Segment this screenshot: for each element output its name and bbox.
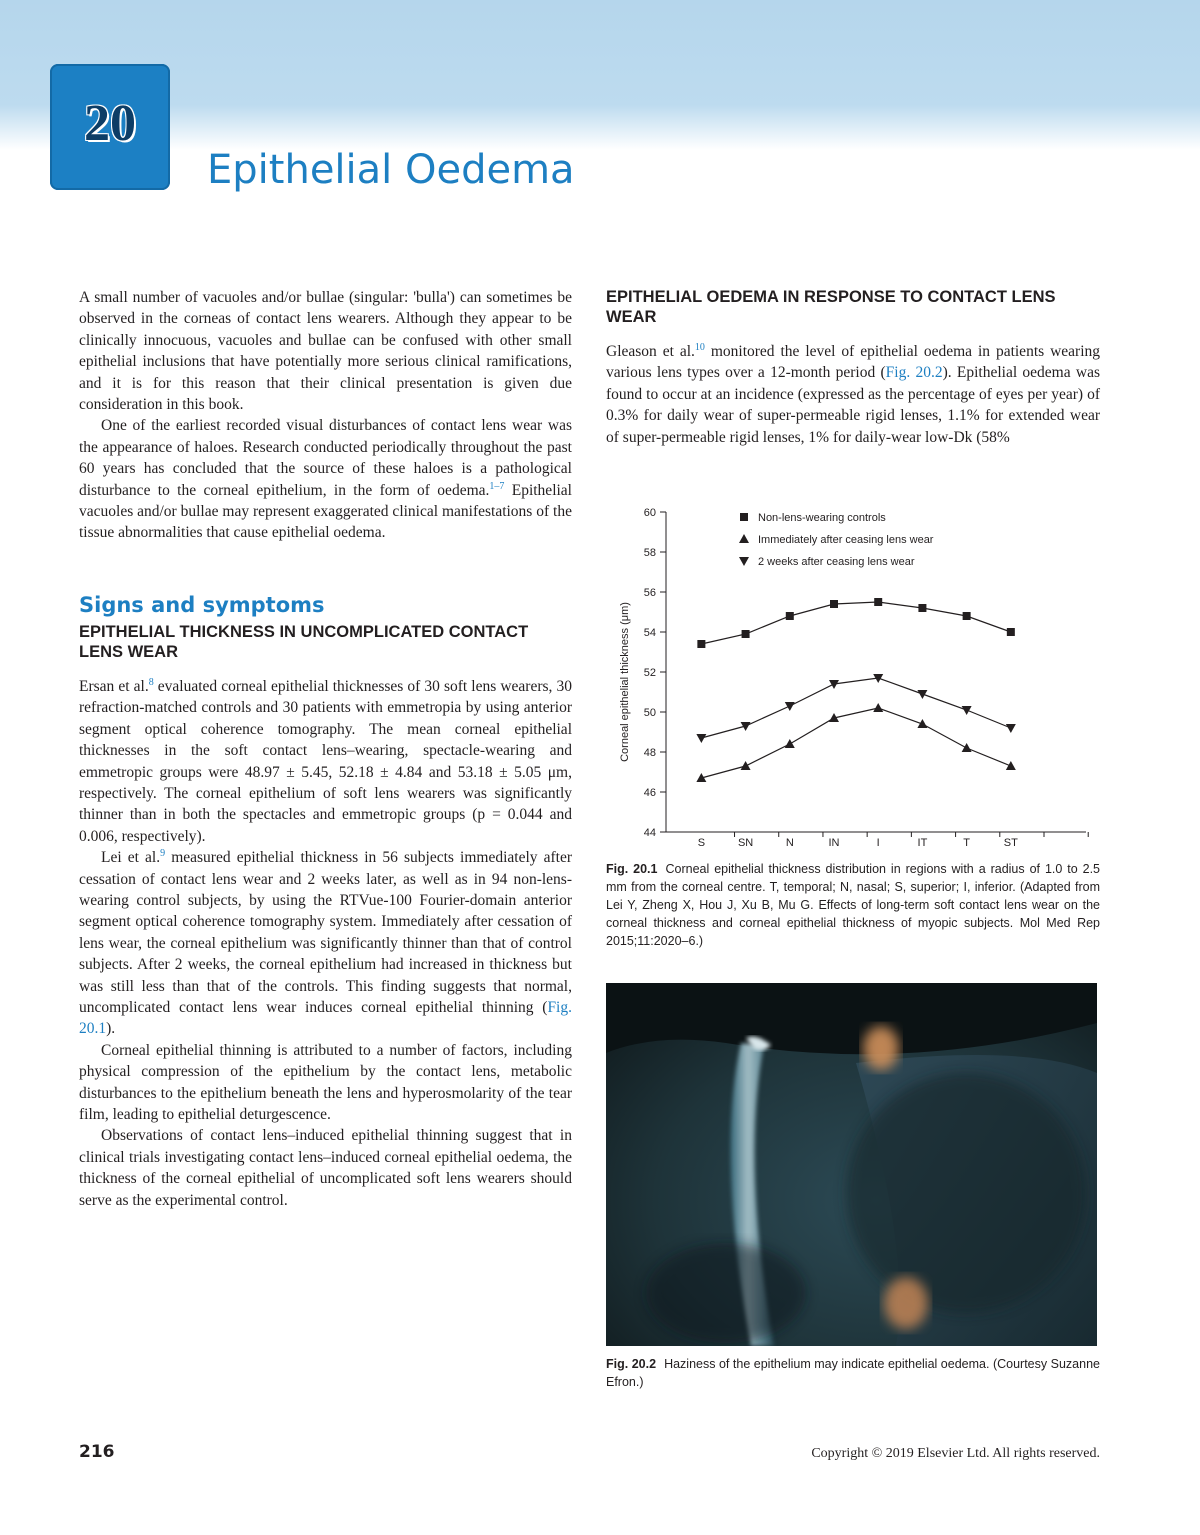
y-tick-label: 50 [643,707,656,719]
intro-paragraph-2: One of the earliest recorded visual disturbances of contact lens wear was the appearance of haloes. Research conducted periodically throughout the past 60 years has concluded that the source of these haloes is a pathological disturbance to the corneal epithelium, in the form of oedema.$^{1-7}$ Epithelial vacuoles and/or bullae may represent exaggerated clinical manifestations of the tissue abnormalities that cause epithelial oedema. [79,417,572,542]
chapter-number: 20 [84,95,136,152]
figure-link[interactable]: Fig. 20.1 [79,998,572,1038]
legend-marker [739,534,749,543]
data-point [696,734,706,743]
data-point [963,612,971,620]
data-point [829,680,839,689]
x-tick-label: IN [828,837,840,849]
y-tick-label: 60 [643,507,656,519]
line-chart [606,502,1100,854]
paragraph-thinning: Corneal epithelial thinning is attributed to a number of factors, including physical compression of the epithelium by the contact lens, metabolic disturbances to the epithelium beneath the lens and hyperosmolarity of the tear film, leading to epithelial deturgescence. [79,1041,572,1123]
copyright-notice: Copyright © 2019 Elsevier Ltd. All rights reserved. [811,1446,1100,1461]
legend-label: Immediately after ceasing lens wear [758,534,934,546]
chapter-title: Epithelial Oedema [207,147,575,193]
data-point [830,600,838,608]
y-tick-label: 46 [643,787,656,799]
data-point [697,640,705,648]
y-tick-label: 48 [643,747,656,759]
data-point [918,604,926,612]
data-point [786,612,794,620]
figure-20-2-caption: Fig. 20.2 Haziness of the epithelium may indicate epithelial oedema. (Courtesy Suzanne Efron.) [606,1357,1100,1389]
data-point [962,743,972,752]
chapter-number-box [50,64,170,190]
reference-marker[interactable]: 10 [694,341,705,353]
section-heading: Signs and symptoms [79,592,325,617]
data-point [962,706,972,715]
data-point [741,761,751,770]
subsection-heading: EPITHELIAL OEDEMA IN RESPONSE TO CONTACT LENS WEAR [606,288,1056,326]
y-tick-label: 58 [643,547,656,559]
x-tick-label: SN [737,837,754,849]
data-point [742,630,750,638]
reference-marker[interactable]: 9 [160,847,166,859]
figure-20-2-slit-lamp-photo [606,983,1097,1346]
data-point [785,702,795,711]
paragraph-observations: Observations of contact lens–induced epithelial thinning suggest that in clinical trials investigating contact lens–induced corneal epithelial oedema, the thickness of the corneal epithelial of uncomplicated soft lens wearers should serve as the experimental control. [79,1127,572,1209]
paragraph-gleason: Gleason et al.$^{10}$ monitored the level of epithelial oedema in patients wearing various lens types over a 12-month period (Fig. 20.2). Epithelial oedema was found to occur at an incidence (expressed as the percentage of eyes per year) of 0.3% for daily wear of super-permeable rigid lenses, 1.1% for extended wear of super-permeable rigid lenses, 1% for daily-wear low-Dk (58% [606,341,1101,446]
x-tick-label: ST [1003,837,1018,849]
data-point [785,739,795,748]
x-tick-label: T [963,837,970,849]
page-number: 216 [79,1442,115,1462]
data-point [917,690,927,699]
right-column [606,287,1100,448]
x-tick-label: I [876,837,880,849]
figure-label: Fig. 20.2 [606,1357,657,1371]
data-point [874,598,882,606]
y-tick-label: 54 [643,627,656,639]
figure-20-1-caption: Fig. 20.1 Corneal epithelial thickness distribution in regions with a radius of 1.0 to 2.5 mm from the corneal centre. T, temporal; N, nasal; S, superior; I, inferior. (Adapted from Lei Y, Zheng X, Hou J, Xu B, Mu G. Effects of long-term soft contact lens wear on the corneal thickness and corneal epithelial thickness of myopic subjects. Mol Med Rep 2015;11:2020–6.) [606,862,1100,948]
reference-marker[interactable]: 1–7 [489,480,505,492]
data-point [873,703,883,712]
header-band [0,0,1200,150]
subsection-heading: EPITHELIAL THICKNESS IN UNCOMPLICATED CONTACT LENS WEAR [79,622,529,661]
eye-slit-lamp-image [606,983,1097,1346]
data-point [1006,761,1016,770]
x-tick-label: N [785,837,794,849]
legend-label: Non-lens-wearing controls [758,512,886,524]
intro-paragraph-1: A small number of vacuoles and/or bullae (singular: 'bulla') can sometimes be observed in the corneas of contact lens wearers. Although they appear to be clinically innocuous, vacuoles and bullae can be confused with other small epithelial inclusions that have potentially more serious clinical ramifications, and it is for this reason that their clinical presentation is given due consideration in this book. [79,289,572,414]
figure-label: Fig. 20.1 [606,862,658,876]
data-point [917,719,927,728]
y-tick-label: 44 [643,827,656,839]
figure-20-1-chart [606,502,1100,854]
x-tick-label: IT [917,837,928,849]
data-point [1007,628,1015,636]
reference-marker[interactable]: 8 [148,676,154,688]
legend-marker [739,557,749,566]
paragraph-lei: Lei et al.$^9$ measured epithelial thickness in 56 subjects immediately after cessation of contact lens wear and 2 weeks later, as well as in 94 non-lens-wearing control subjects, by using the RTVue-100 Fourier-domain anterior segment optical coherence tomography system. Immediately after cessation of lens wear, the corneal epithelium was significantly thinner than that of control subjects. After 2 weeks, the corneal epithelium had increased in thickness but was still less than that of the controls. This finding suggests that normal, uncomplicated contact lens wear induces corneal epithelial thinning (Fig. 20.1). [79,847,573,1038]
legend-label: 2 weeks after ceasing lens wear [758,556,915,568]
legend-marker [740,513,748,521]
figure-link[interactable]: Fig. 20.2 [885,364,943,382]
y-axis-label: Corneal epithelial thickness (μm) [619,602,631,762]
data-point [1006,724,1016,733]
y-tick-label: 56 [643,587,656,599]
left-column [79,287,572,1211]
y-tick-label: 52 [643,667,656,679]
paragraph-ersan: Ersan et al.$^8$ evaluated corneal epithelial thicknesses of 30 soft lens wearers, 30 refraction-matched controls and 30 patients with emmetropia by using anterior segment optical coherence tomography. The mean corneal epithelial thicknesses in the soft contact lens–wearing, spectacle-wearing and emmetropic groups were 48.97 ± 5.45, 52.18 ± 4.84 and 53.18 ± 5.05 μm, respectively. The corneal epithelium of soft lens wearers was significantly thinner than in both the spectacles and emmetropic groups (p = 0.044 and 0.006, respectively). [79,676,573,845]
x-tick-label: S [697,837,706,849]
